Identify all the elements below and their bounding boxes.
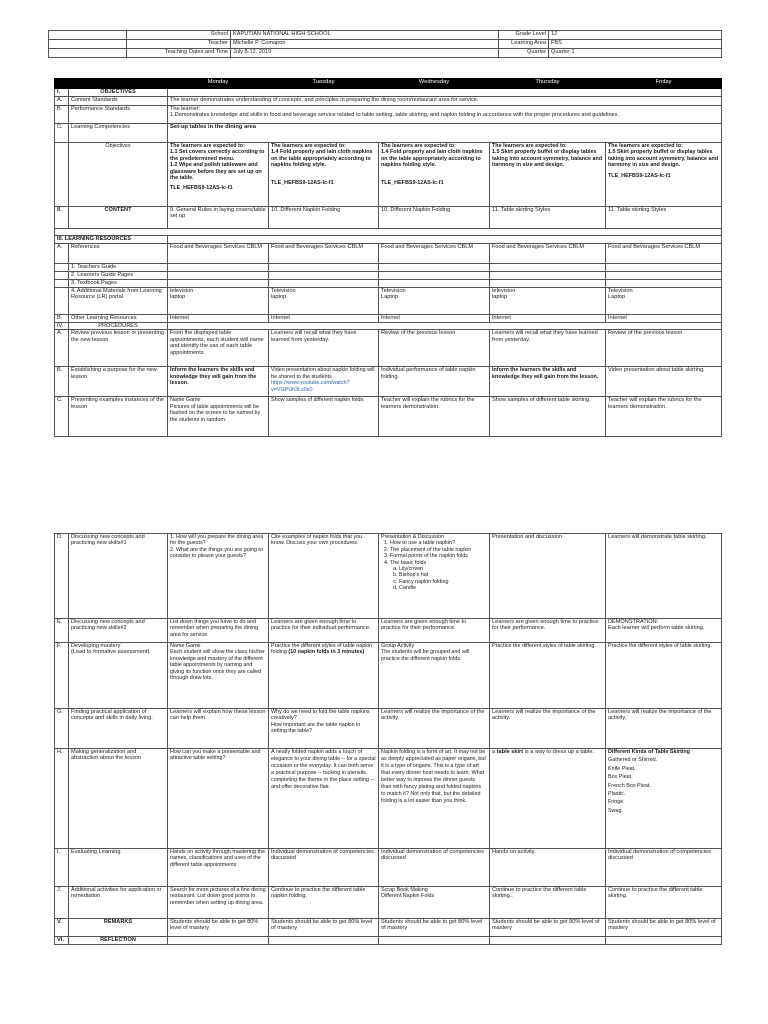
row-letter: A.	[55, 244, 69, 264]
row-letter: C.	[55, 397, 69, 437]
objectives-label: Objectives	[69, 143, 168, 207]
discussion-item: 1. How to use a table napkin?	[390, 540, 487, 546]
ref-thursday: Food and Beverages Services CBLM	[490, 244, 606, 264]
activities-monday: Search for more pictures of a fine dining restaurant. List down good points to remember when setting up dining area.	[168, 887, 269, 919]
concepts1-monday	[168, 534, 269, 619]
examples-friday: Teacher will explain the rubrics for the learners demonstration.	[606, 397, 722, 437]
concepts2-label: Discussing new concepts and practicing new skills#2	[69, 619, 168, 643]
other-friday: Internet	[606, 315, 722, 323]
objectives-tuesday	[269, 143, 379, 207]
day-tuesday: Tuesday	[269, 79, 379, 89]
mastery-friday: Practice the different styles of table skirting.	[606, 643, 722, 709]
section-number: VI.	[55, 937, 69, 945]
performance-intro: The learner:	[170, 106, 201, 112]
generalization-monday: How can you make a presentable and attractive table setting?	[168, 749, 269, 849]
concepts2-thursday: Learners are given enough time to practice for their performance.	[490, 619, 606, 643]
performance-detail: 1.Demonstrates knowledge and skills in food and beverage service related to table setting, table skirting, and napkin folding in accordance with the proper procedures and guidelines.	[170, 112, 620, 119]
row-letter: D.	[55, 534, 69, 619]
basic-folds-list	[390, 566, 487, 592]
question-item: 1. How will you prepare the dining area for the guests?	[170, 534, 264, 547]
obj-body: 1.5 Skirt properly buffet or display tables taking into account symmetry, balance and harmony in size and design.	[492, 149, 603, 169]
row-letter: A.	[55, 330, 69, 367]
purpose-thursday: Inform the learners the skills and knowledge they will gain from the lesson.	[490, 367, 606, 397]
discussion-item-label: The basic folds	[390, 559, 427, 566]
lesson-plan-table-page2	[54, 533, 722, 945]
generalization-wednesday: Napkin folding is a form of art. It may not be as deeply appreciated as paper origami, but it is a type of origami. This is a type of art that every dinner host needs to learn. What better way to impress the dinner guests than with fancy plating and folded napkins to match it? Not only that, but the detailed folding is a lot easier than you think.	[379, 749, 490, 849]
section-title-remarks: REMARKS	[69, 919, 168, 937]
materials-friday	[606, 288, 722, 315]
days-header-row	[55, 79, 722, 89]
obj-code: TLE_HEFBS9-12AS-Ic-f1	[170, 185, 233, 192]
skirting-kind: Knife Pleat.	[608, 765, 636, 772]
mastery-thursday: Practice the different styles of table skirting.	[490, 643, 606, 709]
application-monday: Learners will explain how these lesson can help them	[168, 709, 269, 749]
section-title-procedures: PROCEDURES	[69, 323, 168, 330]
skirting-kind: Swag.	[608, 807, 623, 814]
application-thursday: Learners will realize the importance of the activity.	[490, 709, 606, 749]
application-label: Finding practical application of concepts and skills in daily living.	[69, 709, 168, 749]
header-info-table	[48, 30, 722, 58]
material-item: laptop	[170, 294, 186, 301]
objectives-wednesday	[379, 143, 490, 207]
section-title-resources: III. LEARNING RESOURCES	[55, 236, 168, 244]
concepts2-friday: DEMONSTRATION: Each learner will perform table skirting.	[606, 619, 722, 643]
grade-value: 12	[549, 31, 722, 40]
obj-head: The learners are expected to:	[170, 143, 245, 149]
dates-value: July 8-12, 2019	[231, 49, 499, 58]
objectives-friday	[606, 143, 722, 207]
section-number: I.	[55, 89, 69, 97]
additional-materials-label: 4. Additional Materials from Learning Resource (LR) portal	[69, 288, 168, 315]
material-item: Laptop	[381, 294, 399, 301]
obj-head: The learners are expected to:	[492, 143, 567, 149]
skirting-kind: French Box Pleat.	[608, 782, 651, 789]
obj-code: TLE_HEFBS9-12AS-Ic-f1	[271, 179, 334, 186]
concepts2-wednesday: Learners are given enough time to practice for their performance.	[379, 619, 490, 643]
obj-body: 1.1 Set covers correctly according to the predetermined menu. 1.2 Wipe and polish tableware and glassware before they are set up on the table.	[170, 149, 265, 181]
skirting-kind: Box Pleat.	[608, 774, 633, 781]
examples-wednesday: Teacher will explain the rubrics for the learners demonstration.	[379, 397, 490, 437]
teacher-label: Teacher	[127, 40, 231, 49]
discussion-title: Presentation & Discussion	[381, 534, 444, 540]
competencies-label: Learning Competencies	[69, 124, 168, 143]
evaluating-friday: Individual demonstration of competencies discussed	[606, 849, 722, 887]
content-standards-label: Content Standards	[69, 97, 168, 106]
examples-label: Presenting examples instances of the lesson	[69, 397, 168, 437]
obj-head: The learners are expected to:	[381, 143, 456, 149]
quarter-label: Quarter	[499, 49, 549, 58]
fold-item: b. Bishop's hat	[399, 572, 487, 578]
row-letter: G.	[55, 709, 69, 749]
ref-tuesday: Food and Beverages Services CBLM	[269, 244, 379, 264]
material-item: laptop	[492, 294, 508, 301]
row-letter: A.	[55, 97, 69, 106]
skirting-kind: Fringe.	[608, 799, 625, 806]
mastery-text: Practice the different styles of table napkin folding	[271, 643, 373, 656]
materials-wednesday	[379, 288, 490, 315]
evaluating-thursday: Hands on activity.	[490, 849, 606, 887]
purpose-text: Video presentation about napkin folding will be shared to the students	[271, 367, 375, 380]
teachers-guide-label: 1. Teachers Guide	[69, 264, 168, 272]
concepts2-monday: List down things you have to do and remember when preparing the dining area for service.	[168, 619, 269, 643]
generalization-label: Making generalization and abstraction about the lesson	[69, 749, 168, 849]
school-value: KAPUTIAN NATIONAL HIGH SCHOOL	[231, 31, 499, 40]
other-wednesday: Internet	[379, 315, 490, 323]
textbook-pages-label: 3. Textbook Pages	[69, 280, 168, 288]
section-number: IV.	[55, 323, 69, 330]
activities-tuesday: Continue to practice the different table napkin folding.	[269, 887, 379, 919]
fold-item: c. Fancy napkin folding	[399, 579, 487, 585]
row-letter: B.	[55, 106, 69, 124]
material-item: Television	[608, 288, 633, 294]
concepts2-tuesday: Learners are given enough time to practice for their individual performance.	[269, 619, 379, 643]
references-label: References	[69, 244, 168, 264]
day-wednesday: Wednesday	[379, 79, 490, 89]
grade-label: Grade Level	[499, 31, 549, 40]
content-wednesday: 10. Different Napkin Folding	[379, 207, 490, 229]
performance-standards-text	[168, 106, 722, 124]
purpose-tuesday	[269, 367, 379, 397]
skirting-kind: Gathered or Shirred.	[608, 757, 658, 764]
row-letter: F.	[55, 643, 69, 709]
generalization-tuesday: A neatly folded napkin adds a touch of elegance to your dining table -- for a special occasion or the everyday. It can both serve a practical purpose -- tucking in utensils, completing the theme in the place setting -- and offer decorative flair.	[269, 749, 379, 849]
examples-monday: Name Game Pictures of table appointments will be flashed on the screen to be named by the students in random.	[168, 397, 269, 437]
row-letter: B.	[55, 315, 69, 323]
obj-body: 1.4 Fold properly and lain cloth napkins on the table appropriately according to napkins folding style.	[381, 149, 483, 169]
other-tuesday: Internet	[269, 315, 379, 323]
remarks-monday: Students should be able to get 80% level of mastery	[168, 919, 269, 937]
area-value: FBS	[549, 40, 722, 49]
generalization-text: a	[492, 749, 497, 755]
generalization-friday	[606, 749, 722, 849]
additional-activities-label: Additional activities for application or remediation	[69, 887, 168, 919]
ref-monday: Food and Beverages Services CBLM	[168, 244, 269, 264]
application-tuesday: Why do we need to fold the table napkins creatively? How important are the table napkin in setting the table?	[269, 709, 379, 749]
skirting-kinds-title: Different Kinds of Table Skirting	[608, 749, 690, 755]
obj-head: The learners are expected to:	[271, 143, 346, 149]
row-letter: B.	[55, 367, 69, 397]
discussion-item: 3. Formal points of the napkin folds	[390, 553, 487, 559]
concepts1-tuesday: Cite examples of napkin folds that you know. Discuss your own procedures.	[269, 534, 379, 619]
materials-monday	[168, 288, 269, 315]
section-title-reflection: REFLECTION	[69, 937, 168, 945]
learners-guide-label: 2. Learners Guide Pages	[69, 272, 168, 280]
generalization-emphasis: table skirt	[496, 749, 524, 755]
concepts1-friday: Learners will demonstrate table skirting.	[606, 534, 722, 619]
material-item: Television	[271, 288, 296, 294]
discussion-item: 2. The placement of the table napkin	[390, 547, 487, 553]
remarks-tuesday: Students should be able to get 80% level of mastery	[269, 919, 379, 937]
content-friday: 11. Table skirting Styles	[606, 207, 722, 229]
other-resources-label: Other Learning Resources	[69, 315, 168, 323]
objectives-monday	[168, 143, 269, 207]
quarter-value: Quarter 1	[549, 49, 722, 58]
evaluating-tuesday: Individual demonstration of competencies discussed	[269, 849, 379, 887]
material-item: Laptop	[608, 294, 626, 301]
ref-wednesday: Food and Beverages Services CBLM	[379, 244, 490, 264]
school-label: School	[127, 31, 231, 40]
evaluating-monday: Hands on activity through mastering the names, classifications and uses of the different table appointments	[168, 849, 269, 887]
review-label: Review previous lesson or presenting the new lesson	[69, 330, 168, 367]
day-monday: Monday	[168, 79, 269, 89]
examples-tuesday: Show samples of different napkin folds.	[269, 397, 379, 437]
youtube-link[interactable]: https://www.youtube.com/watch?v=VGPUh3Ls0x0	[271, 380, 350, 393]
section-number: II.	[55, 207, 69, 229]
purpose-wednesday: Individual performance of table napkin folding.	[379, 367, 490, 397]
discussion-item	[390, 560, 487, 592]
generalization-text: is a way to dress up a table.	[523, 749, 595, 755]
activities-friday: Continue to practice the different table skirting.	[606, 887, 722, 919]
materials-thursday	[490, 288, 606, 315]
concepts1-wednesday	[379, 534, 490, 619]
mastery-monday: Name Game Each student will show the class his/her knowledge and mastery of the different table appointments by naming and giving its function once they are called through draw lots.	[168, 643, 269, 709]
row-letter: J.	[55, 887, 69, 919]
obj-body: 1.4 Fold properly and lain cloth napkins on the table appropriately according to napkins folding style.	[271, 149, 373, 169]
row-letter: C.	[55, 124, 69, 143]
mastery-wednesday: Group Activity The students will be grouped and will practice the different napkin folds.	[379, 643, 490, 709]
content-monday: 9. General Rules in laying covers/table set up	[168, 207, 269, 229]
review-friday: Review of the previous lesson	[606, 330, 722, 367]
obj-code: TLE_HEFBS9-12AS-Ic-f1	[381, 179, 444, 186]
row-letter: I.	[55, 849, 69, 887]
other-monday: Internet	[168, 315, 269, 323]
section-number: V.	[55, 919, 69, 937]
fold-item: d. Candle	[399, 585, 487, 591]
application-friday: Learners will realize the importance of the activity.	[606, 709, 722, 749]
purpose-label: Establishing a purpose for the new lesson	[69, 367, 168, 397]
discussion-list	[381, 540, 487, 591]
material-item: Television	[381, 288, 406, 294]
review-thursday: Learners will recall what they have learned from yesterday.	[490, 330, 606, 367]
evaluating-wednesday: Individual demonstration of competencies discussed	[379, 849, 490, 887]
purpose-friday: Video presentation about table skirting.	[606, 367, 722, 397]
concepts1-thursday: Presentation and discussion	[490, 534, 606, 619]
ref-friday: Food and Beverages Services CBLM	[606, 244, 722, 264]
day-thursday: Thursday	[490, 79, 606, 89]
content-tuesday: 10. Different Napkin Folding	[269, 207, 379, 229]
purpose-monday: Inform the learners the skills and knowledge they will gain from the lesson.	[168, 367, 269, 397]
application-wednesday: Learners will realize the importance of the activity.	[379, 709, 490, 749]
concepts1-label: Discussing new concepts and practicing new skills#1	[69, 534, 168, 619]
remarks-friday: Students should be able to get 80% level of mastery	[606, 919, 722, 937]
lesson-plan-table-page1	[54, 78, 722, 437]
day-friday: Friday	[606, 79, 722, 89]
section-title-objectives: OBJECTIVES	[69, 89, 168, 97]
evaluating-label: Evaluating Learning	[69, 849, 168, 887]
mastery-tuesday	[269, 643, 379, 709]
examples-thursday: Show samples of different table skirting.	[490, 397, 606, 437]
area-label: Learning Area	[499, 40, 549, 49]
section-title-content: CONTENT	[69, 207, 168, 229]
performance-standards-label: Performance Standards	[69, 106, 168, 124]
teacher-value: Michelle P. Comapon	[231, 40, 499, 49]
mastery-emphasis: (10 napkin folds in 3 minutes)	[288, 649, 365, 656]
obj-head: The learners are expected to:	[608, 143, 683, 149]
remarks-wednesday: Students should be able to get 80% level of mastery	[379, 919, 490, 937]
activities-wednesday: Scrap Book Making Different Napkin Folds	[379, 887, 490, 919]
activities-thursday: Continue to practice the different table skirting..	[490, 887, 606, 919]
review-wednesday: Review of the previous lesson	[379, 330, 490, 367]
remarks-thursday: Students should be able to get 80% level of mastery	[490, 919, 606, 937]
objectives-thursday	[490, 143, 606, 207]
content-standards-text: The learner demonstrates understanding of concepts, and principles in preparing the dining room/restaurant area for service.	[168, 97, 722, 106]
material-item: laptop	[271, 294, 287, 301]
row-letter: E.	[55, 619, 69, 643]
obj-body: 1.5 Skirt properly buffet or display tables taking into account symmetry, balance and harmony in size and design.	[608, 149, 719, 169]
materials-tuesday	[269, 288, 379, 315]
content-thursday: 11. Table skirting Styles	[490, 207, 606, 229]
review-monday: From the displayed table appointments, each student will name and identify the use of each table appointments.	[168, 330, 269, 367]
skirting-kind: Plastic.	[608, 790, 626, 797]
generalization-thursday	[490, 749, 606, 849]
obj-code: TLE_HEFBS9-12AS-Ic-f1	[608, 172, 671, 179]
mastery-label: Developing mastery (Lead to formative assessment)	[69, 643, 168, 709]
question-item: 2. What are the things you are going to consider to please your guests?	[170, 546, 263, 560]
material-item: television	[492, 288, 516, 294]
other-thursday: Internet	[490, 315, 606, 323]
dates-label: Teaching Dates and Time	[127, 49, 231, 58]
material-item: television	[170, 288, 194, 294]
review-tuesday: Learners will recall what they have learned from yesterday.	[269, 330, 379, 367]
competencies-text: Set-up tables in the dining area	[168, 124, 722, 143]
fold-item: a. Lily/crown	[399, 566, 487, 572]
row-letter: H.	[55, 749, 69, 849]
